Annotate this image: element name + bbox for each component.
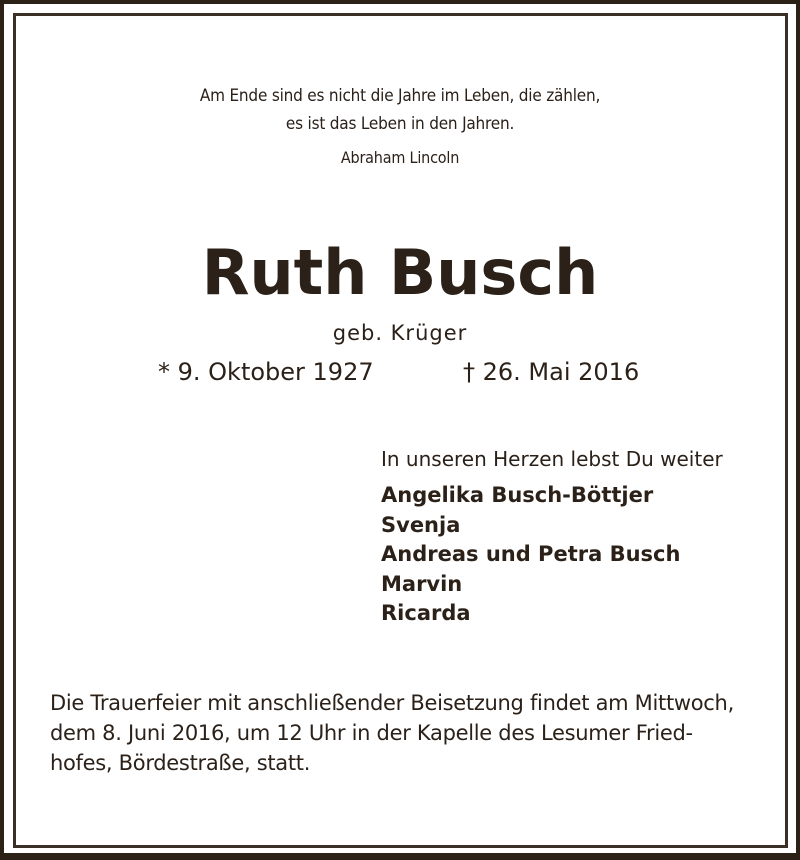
quote-author: Abraham Lincoln (340, 148, 460, 167)
mourners-block (381, 447, 723, 629)
mourners-intro: In unseren Herzen lebst Du weiter (381, 447, 723, 471)
mourner-name: Angelika Busch-Böttjer (381, 483, 654, 507)
service-line-1: Die Trauerfeier mit anschließender Beisetzung findet am Mittwoch, (50, 691, 734, 715)
mourner-name: Ricarda (381, 601, 471, 625)
mourner-name: Marvin (381, 571, 463, 596)
mourner-name: Svenja (381, 512, 461, 537)
death-date: † 26. Mai 2016 (463, 358, 640, 386)
maiden-name: geb. Krüger (332, 321, 468, 345)
service-line-3: hofes, Bördestraße, statt. (50, 751, 311, 775)
service-info (50, 688, 734, 778)
deceased-name: Ruth Busch (201, 236, 599, 309)
birth-date: * 9. Oktober 1927 (158, 358, 374, 386)
service-line-2: dem 8. Juni 2016, um 12 Uhr in der Kapelle des Lesumer Fried- (50, 721, 693, 745)
mourner-name: Andreas und Petra Busch (381, 542, 681, 566)
quote-line-2: es ist das Leben in den Jahren. (285, 114, 515, 134)
quote-line-1: Am Ende sind es nicht die Jahre im Leben, die zählen, (199, 86, 601, 106)
